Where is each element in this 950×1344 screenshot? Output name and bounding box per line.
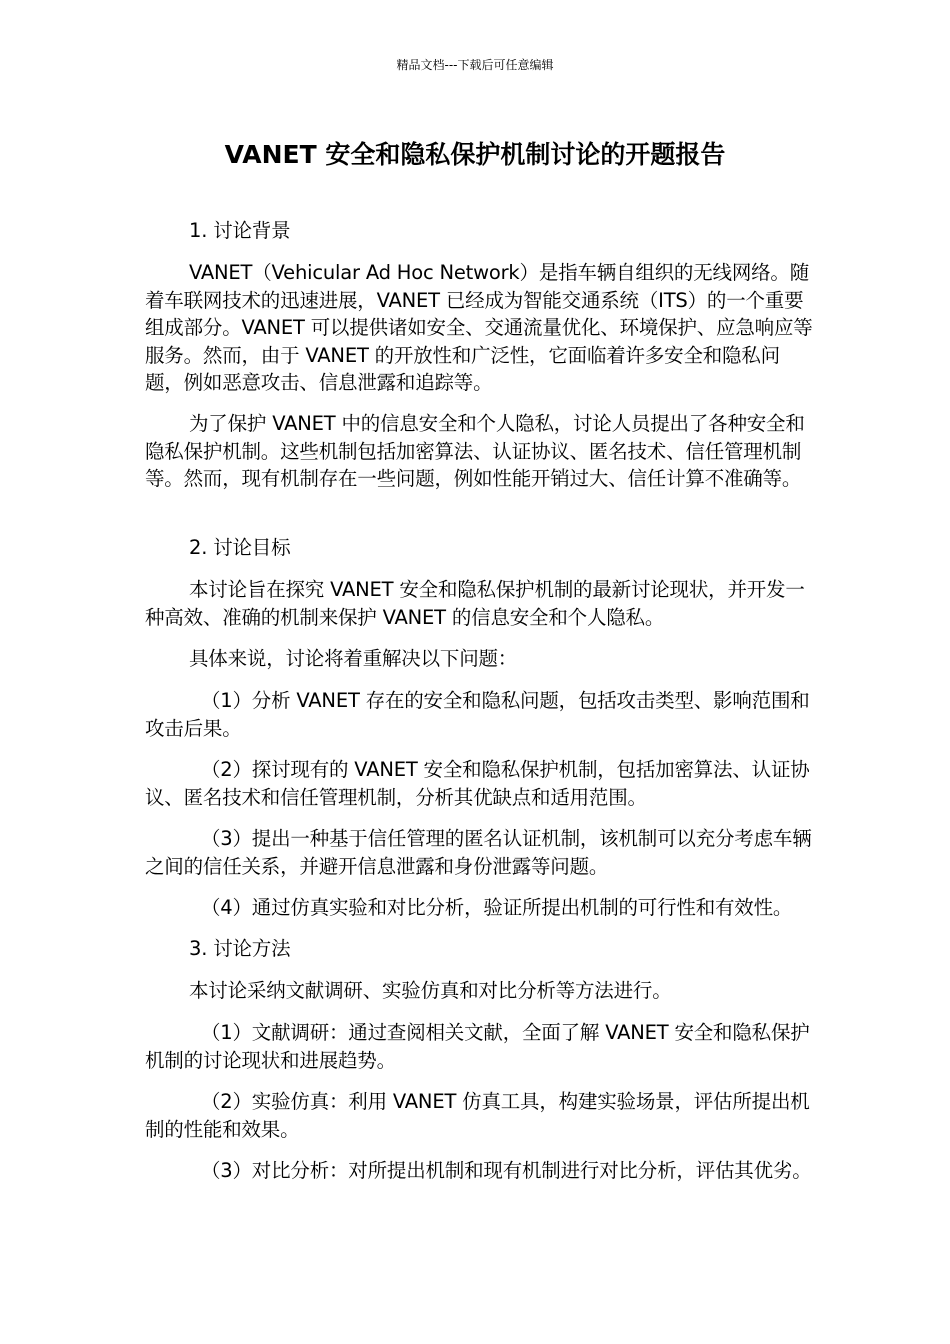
method-item-1: （1）文献调研：通过查阅相关文献，全面了解 VANET 安全和隐私保护机制的讨论现状和进展趋势。 xyxy=(145,1021,810,1072)
objective-item-4: （4）通过仿真实验和对比分析，验证所提出机制的可行性和有效性。 xyxy=(201,896,793,919)
method-item-2: （2）实验仿真：利用 VANET 仿真工具，构建实验场景，评估所提出机制的性能和效果。 xyxy=(145,1090,810,1141)
objective-item-1: （1）分析 VANET 存在的安全和隐私问题，包括攻击类型、影响范围和攻击后果。 xyxy=(145,689,810,740)
section-heading-background: 1. 讨论背景 xyxy=(189,219,291,242)
section-heading-objectives: 2. 讨论目标 xyxy=(189,536,291,559)
paragraph-objectives-1: 本讨论旨在探究 VANET 安全和隐私保护机制的最新讨论现状，并开发一种高效、准确的机制来保护 VANET 的信息安全和个人隐私。 xyxy=(145,578,805,629)
document-title: VANET 安全和隐私保护机制讨论的开题报告 xyxy=(224,140,726,169)
paragraph-methods-1: 本讨论采纳文献调研、实验仿真和对比分析等方法进行。 xyxy=(189,979,672,1002)
paragraph-background-1: VANET（Vehicular Ad Hoc Network）是指车辆自组织的无线网络。随着车联网技术的迅速进展，VANET 已经成为智能交通系统（ITS）的一个重要组成部分。VANET 可以提供诸如安全、交通流量优化、环境保护、应急响应等服务。然而，由于 VANET 的开放性和广泛性，它面临着许多安全和隐私问题，例如恶意攻击、信息泄露和追踪等。 xyxy=(145,261,813,394)
page-header: 精品文档---下载后可任意编辑 xyxy=(396,58,554,72)
method-item-3: （3）对比分析：对所提出机制和现有机制进行对比分析，评估其优劣。 xyxy=(201,1159,812,1182)
paragraph-background-2: 为了保护 VANET 中的信息安全和个人隐私，讨论人员提出了各种安全和隐私保护机制。这些机制包括加密算法、认证协议、匿名技术、信任管理机制等。然而，现有机制存在一些问题，例如性能开销过大、信任计算不准确等。 xyxy=(145,412,805,490)
section-heading-methods: 3. 讨论方法 xyxy=(189,937,291,960)
paragraph-objectives-2: 具体来说，讨论将着重解决以下问题： xyxy=(189,647,518,670)
objective-item-3: （3）提出一种基于信任管理的匿名认证机制，该机制可以充分考虑车辆之间的信任关系，并避开信息泄露和身份泄露等问题。 xyxy=(145,827,812,878)
objective-item-2: （2）探讨现有的 VANET 安全和隐私保护机制，包括加密算法、认证协议、匿名技术和信任管理机制，分析其优缺点和适用范围。 xyxy=(145,758,810,809)
